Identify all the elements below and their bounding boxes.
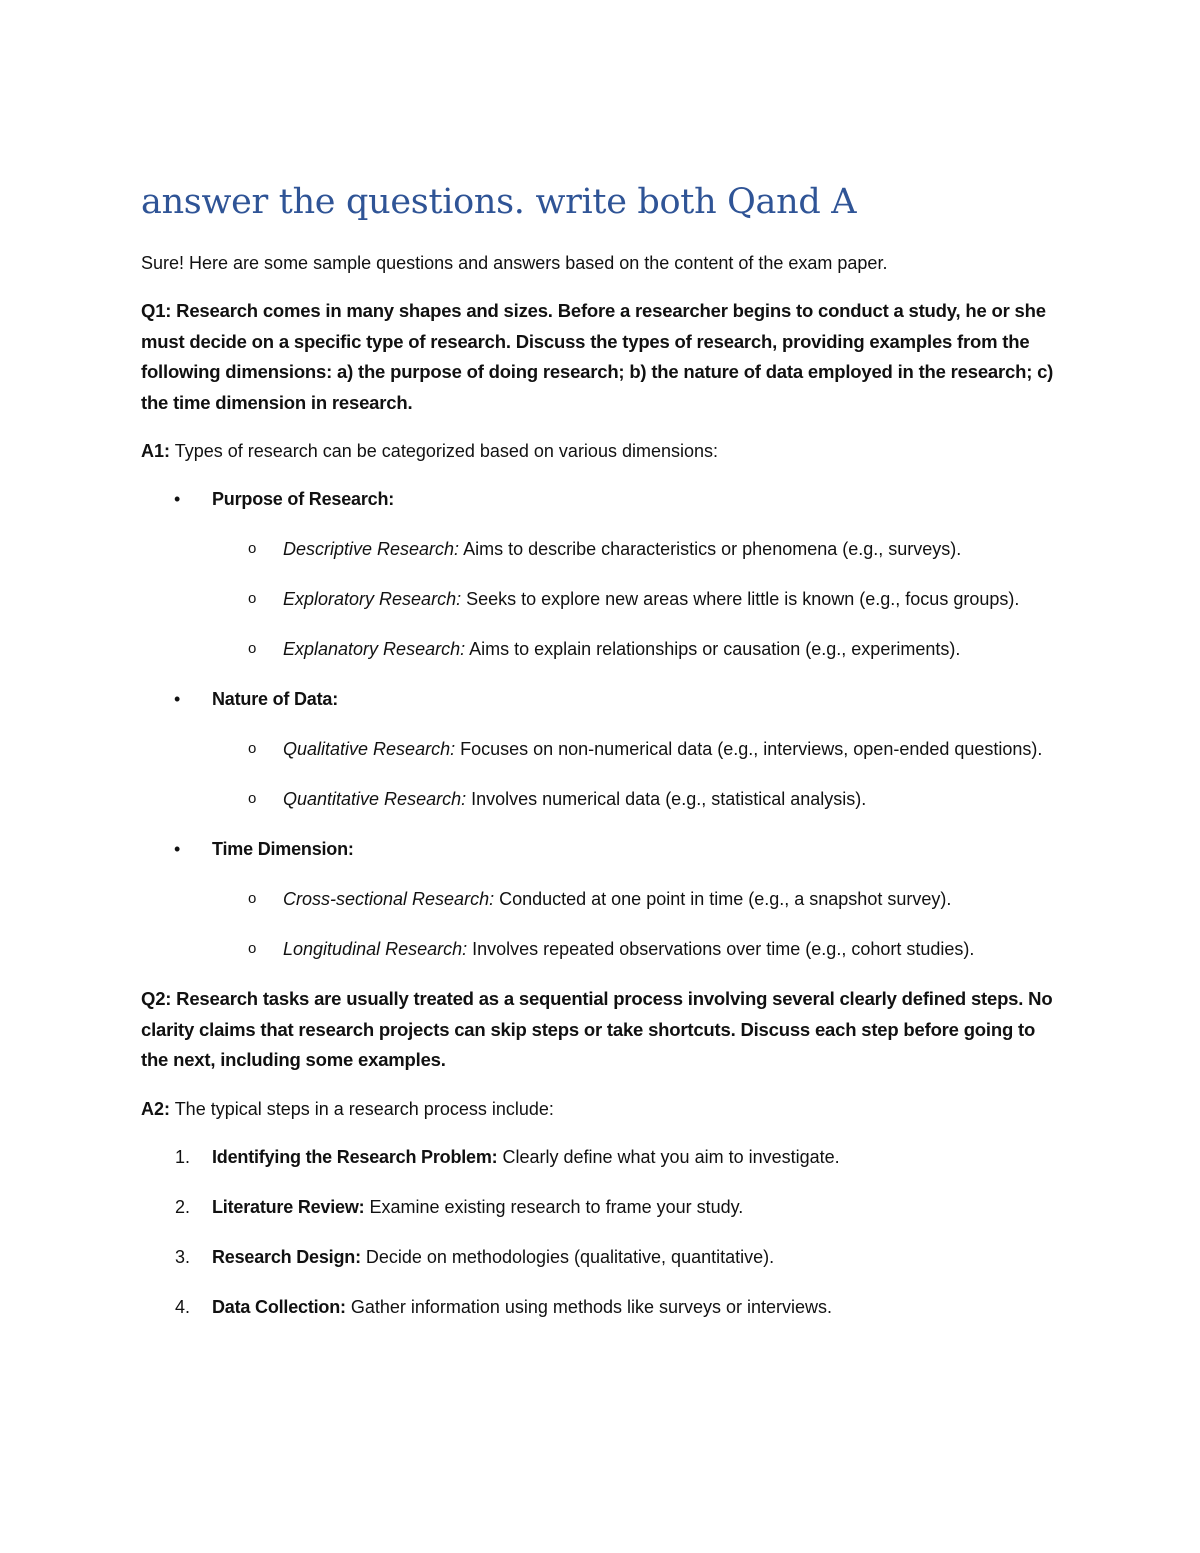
intro-text: Sure! Here are some sample questions and answers based on the content of the exam paper. <box>141 253 888 273</box>
answer-2-intro <box>141 1094 1061 1124</box>
description: Focuses on non-numerical data (e.g., interviews, open-ended questions). <box>455 739 1043 759</box>
step-number: 1. <box>175 1146 191 1167</box>
description: Involves numerical data (e.g., statistical analysis). <box>466 789 867 809</box>
circle-bullet-icon: o <box>248 940 257 957</box>
list-item <box>212 534 1061 564</box>
answer-1-text: Types of research can be categorized based on various dimensions: <box>170 441 719 461</box>
circle-bullet-icon: o <box>248 890 257 907</box>
step-number: 4. <box>175 1296 191 1317</box>
list-item <box>141 1192 1061 1222</box>
term: Quantitative Research: <box>283 789 467 809</box>
description: Aims to describe characteristics or phenomena (e.g., surveys). <box>459 539 962 559</box>
sublist-time <box>212 884 1061 964</box>
step-number: 2. <box>175 1196 191 1217</box>
category-title-purpose: Purpose of Research: <box>212 489 395 509</box>
list-item <box>212 734 1061 764</box>
description: Involves repeated observations over time (e.g., cohort studies). <box>467 939 975 959</box>
category-title-time: Time Dimension: <box>212 839 354 859</box>
circle-bullet-icon: o <box>248 640 257 657</box>
circle-bullet-icon: o <box>248 790 257 807</box>
term: Descriptive Research: <box>283 539 460 559</box>
category-title-data: Nature of Data: <box>212 689 339 709</box>
term: Cross-sectional Research: <box>283 889 495 909</box>
circle-bullet-icon: o <box>248 590 257 607</box>
circle-bullet-icon: o <box>248 540 257 557</box>
list-item <box>141 1242 1061 1272</box>
list-item <box>212 934 1061 964</box>
step-description: Examine existing research to frame your study. <box>364 1196 744 1217</box>
document-title: answer the questions. write both Qand A <box>141 182 857 222</box>
term: Explanatory Research: <box>283 639 466 659</box>
question-2: Q2: Research tasks are usually treated as a sequential process involving several clearly defined steps. No clarity claims that research projects can skip steps or take shortcuts. Discuss each step before going to the next, including some examples. <box>141 988 1053 1070</box>
question-1: Q1: Research comes in many shapes and sizes. Before a researcher begins to conduct a study, he or she must decide on a specific type of research. Discuss the types of research, providing examples from the following dimensions: a) the purpose of doing research; b) the nature of data employed in the research; c) the time dimension in research. <box>141 300 1054 413</box>
step-title: Identifying the Research Problem: <box>212 1146 498 1167</box>
document-page <box>141 178 1061 1342</box>
description: Seeks to explore new areas where little is known (e.g., focus groups). <box>461 589 1020 609</box>
step-title: Research Design: <box>212 1246 361 1267</box>
term: Longitudinal Research: <box>283 939 468 959</box>
step-description: Decide on methodologies (qualitative, quantitative). <box>360 1246 775 1267</box>
research-types-list <box>141 484 1061 964</box>
list-item <box>141 1292 1061 1322</box>
circle-bullet-icon: o <box>248 740 257 757</box>
step-description: Clearly define what you aim to investigate. <box>497 1146 840 1167</box>
description: Conducted at one point in time (e.g., a snapshot survey). <box>494 889 952 909</box>
research-steps-list <box>141 1142 1061 1322</box>
term: Exploratory Research: <box>283 589 462 609</box>
sublist-purpose <box>212 534 1061 664</box>
list-item <box>212 784 1061 814</box>
sublist-data <box>212 734 1061 814</box>
answer-1-intro <box>141 436 1061 466</box>
bullet-icon: • <box>174 489 181 509</box>
answer-2-text: The typical steps in a research process include: <box>170 1098 554 1119</box>
step-number: 3. <box>175 1246 191 1267</box>
answer-2-label: A2: <box>141 1098 171 1119</box>
description: Aims to explain relationships or causation (e.g., experiments). <box>465 639 961 659</box>
bullet-icon: • <box>174 689 181 709</box>
list-item <box>141 834 1061 964</box>
term: Qualitative Research: <box>283 739 456 759</box>
bullet-icon: • <box>174 839 181 859</box>
list-item <box>141 1142 1061 1172</box>
step-description: Gather information using methods like surveys or interviews. <box>345 1296 833 1317</box>
step-title: Data Collection: <box>212 1296 346 1317</box>
list-item <box>141 684 1061 814</box>
step-title: Literature Review: <box>212 1196 365 1217</box>
list-item <box>141 484 1061 664</box>
answer-1-label: A1: <box>141 441 171 461</box>
list-item <box>212 884 1061 914</box>
list-item <box>212 584 1061 614</box>
list-item <box>212 634 1061 664</box>
